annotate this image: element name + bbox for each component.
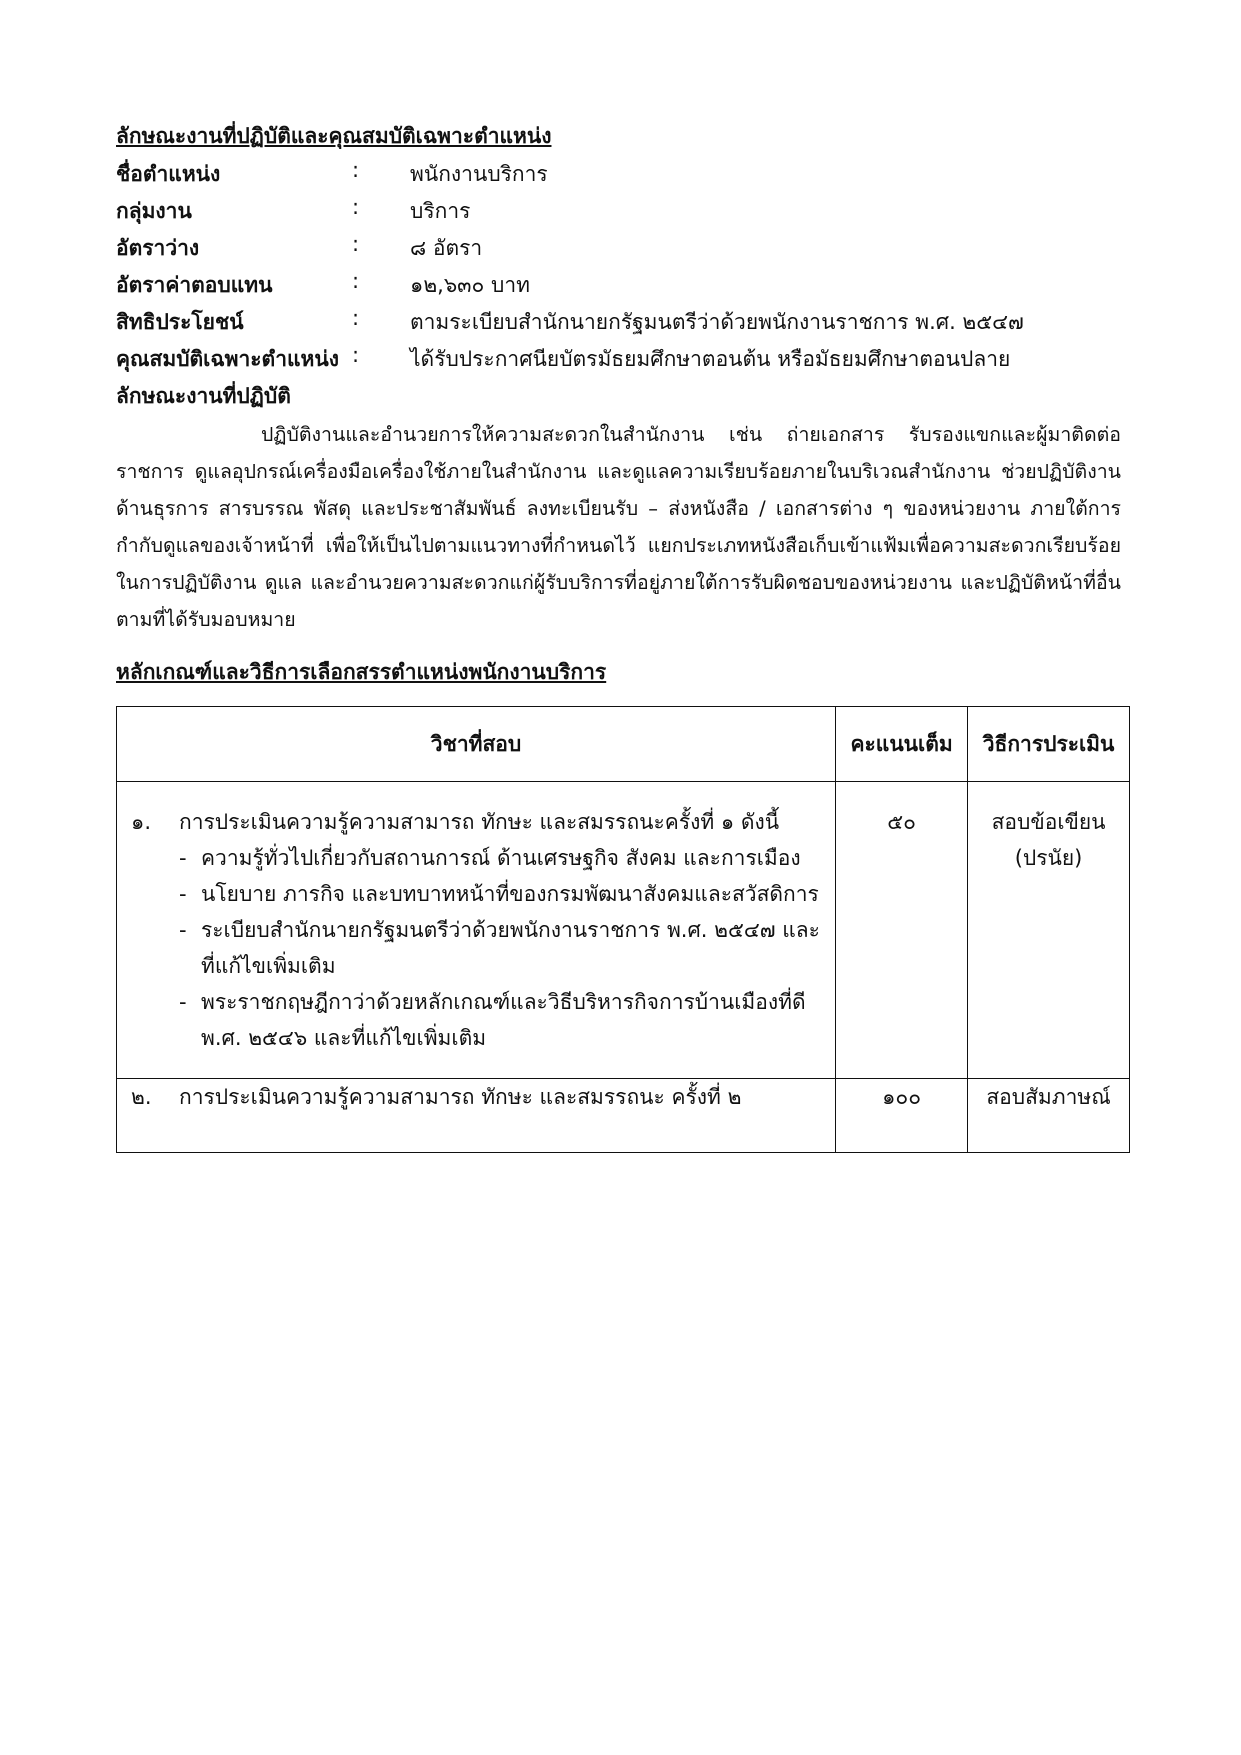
subject-heading: [131, 1079, 823, 1115]
field-colon: :: [352, 269, 360, 293]
duties-heading: ลักษณะงานที่ปฏิบัติ: [116, 384, 291, 408]
field-label: ชื่อตำแหน่ง: [116, 162, 221, 186]
list-item: [179, 876, 823, 912]
field-label: กลุ่มงาน: [116, 199, 192, 223]
table-row: [117, 782, 1130, 1079]
score-cell: ๕๐: [836, 782, 968, 1079]
section-heading-job-description: ลักษณะงานที่ปฏิบัติและคุณสมบัติเฉพาะตำแหน่ง: [116, 124, 552, 148]
field-qualifications: [116, 343, 1126, 380]
subject-cell: [117, 782, 836, 1079]
bullet-text: นโยบาย ภารกิจ และบทบาทหน้าที่ของกรมพัฒนาสังคมและสวัสดิการ: [201, 882, 819, 906]
score-cell: ๑๐๐: [836, 1079, 968, 1153]
field-vacancies: [116, 232, 1126, 269]
list-item: [179, 912, 823, 984]
position-info: [116, 158, 1126, 380]
item-subject: การประเมินความรู้ความสามารถ ทักษะ และสมรรถนะครั้งที่ ๑ ดังนี้: [179, 810, 780, 834]
field-benefits: [116, 306, 1126, 343]
field-work-group: [116, 195, 1126, 232]
header-subject: วิชาที่สอบ: [117, 707, 836, 782]
item-subject: การประเมินความรู้ความสามารถ ทักษะ และสมรรถนะ ครั้งที่ ๒: [179, 1085, 742, 1109]
table-header-row: [117, 707, 1130, 782]
field-position-name: [116, 158, 1126, 195]
field-value: บริการ: [410, 199, 471, 223]
field-value: ตามระเบียบสำนักนายกรัฐมนตรีว่าด้วยพนักงานราชการ พ.ศ. ๒๕๔๗: [410, 310, 1024, 334]
duties-paragraph: ปฏิบัติงานและอำนวยการให้ความสะดวกในสำนักงาน เช่น ถ่ายเอกสาร รับรองแขกและผู้มาติดต่อราชการ ดูแลอุปกรณ์เครื่องมือเครื่องใช้ภายในสำนักงาน และดูแลความเรียบร้อยภายในบริเวณสำนักงาน ช่วยปฏิบัติงานด้านธุรการ สารบรรณ พัสดุ และประชาสัมพันธ์ ลงทะเบียนรับ – ส่งหนังสือ / เอกสารต่าง ๆ ของหน่วยงาน ภายใต้การกำกับดูแลของเจ้าหน้าที่ เพื่อให้เป็นไปตามแนวทางที่กำหนดไว้ แยกประเภทหนังสือเก็บเข้าแฟ้มเพื่อความสะดวกเรียบร้อยในการปฏิบัติงาน ดูแล และอำนวยความสะดวกแก่ผู้รับบริการที่อยู่ภายใต้การรับผิดชอบของหน่วยงาน และปฏิบัติหน้าที่อื่นตามที่ได้รับมอบหมาย: [116, 423, 1121, 631]
field-colon: :: [352, 343, 360, 367]
dash-bullet-icon: -: [179, 882, 187, 906]
field-value: พนักงานบริการ: [410, 162, 548, 186]
field-value: ได้รับประกาศนียบัตรมัธยมศึกษาตอนต้น หรือมัธยมศึกษาตอนปลาย: [410, 347, 1011, 371]
item-number: ๑.: [131, 810, 152, 834]
list-item: [179, 840, 823, 876]
dash-bullet-icon: -: [179, 918, 187, 942]
field-colon: :: [352, 306, 360, 330]
field-label: คุณสมบัติเฉพาะตำแหน่ง: [116, 347, 339, 371]
subject-heading: [131, 804, 823, 840]
field-label: สิทธิประโยชน์: [116, 310, 244, 334]
field-colon: :: [352, 195, 360, 219]
subject-cell: [117, 1079, 836, 1153]
method-cell: สอบข้อเขียน (ปรนัย): [968, 782, 1130, 1079]
field-label: อัตราว่าง: [116, 236, 200, 260]
dash-bullet-icon: -: [179, 846, 187, 870]
header-full-score: คะแนนเต็ม: [836, 707, 968, 782]
field-colon: :: [352, 158, 360, 182]
dash-bullet-icon: -: [179, 990, 187, 1014]
section-heading-selection-criteria: หลักเกณฑ์และวิธีการเลือกสรรตำแหน่งพนักงานบริการ: [116, 660, 607, 684]
header-assessment-method: วิธีการประเมิน: [968, 707, 1130, 782]
field-value: ๑๒,๖๓๐ บาท: [410, 273, 530, 297]
subject-bullet-list: [131, 840, 823, 1056]
list-item: [179, 984, 823, 1056]
method-cell: สอบสัมภาษณ์: [968, 1079, 1130, 1153]
field-colon: :: [352, 232, 360, 256]
bullet-text: พระราชกฤษฎีกาว่าด้วยหลักเกณฑ์และวิธีบริหารกิจการบ้านเมืองที่ดี พ.ศ. ๒๕๔๖ และที่แก้ไขเพิ่มเติม: [201, 990, 806, 1050]
bullet-text: ความรู้ทั่วไปเกี่ยวกับสถานการณ์ ด้านเศรษฐกิจ สังคม และการเมือง: [201, 846, 801, 870]
item-number: ๒.: [131, 1085, 152, 1109]
bullet-text: ระเบียบสำนักนายกรัฐมนตรีว่าด้วยพนักงานราชการ พ.ศ. ๒๕๔๗ และที่แก้ไขเพิ่มเติม: [201, 918, 820, 978]
table-row: [117, 1079, 1130, 1153]
field-label: อัตราค่าตอบแทน: [116, 273, 273, 297]
field-compensation: [116, 269, 1126, 306]
selection-criteria-table: [116, 706, 1130, 1153]
field-value: ๘ อัตรา: [410, 236, 483, 260]
